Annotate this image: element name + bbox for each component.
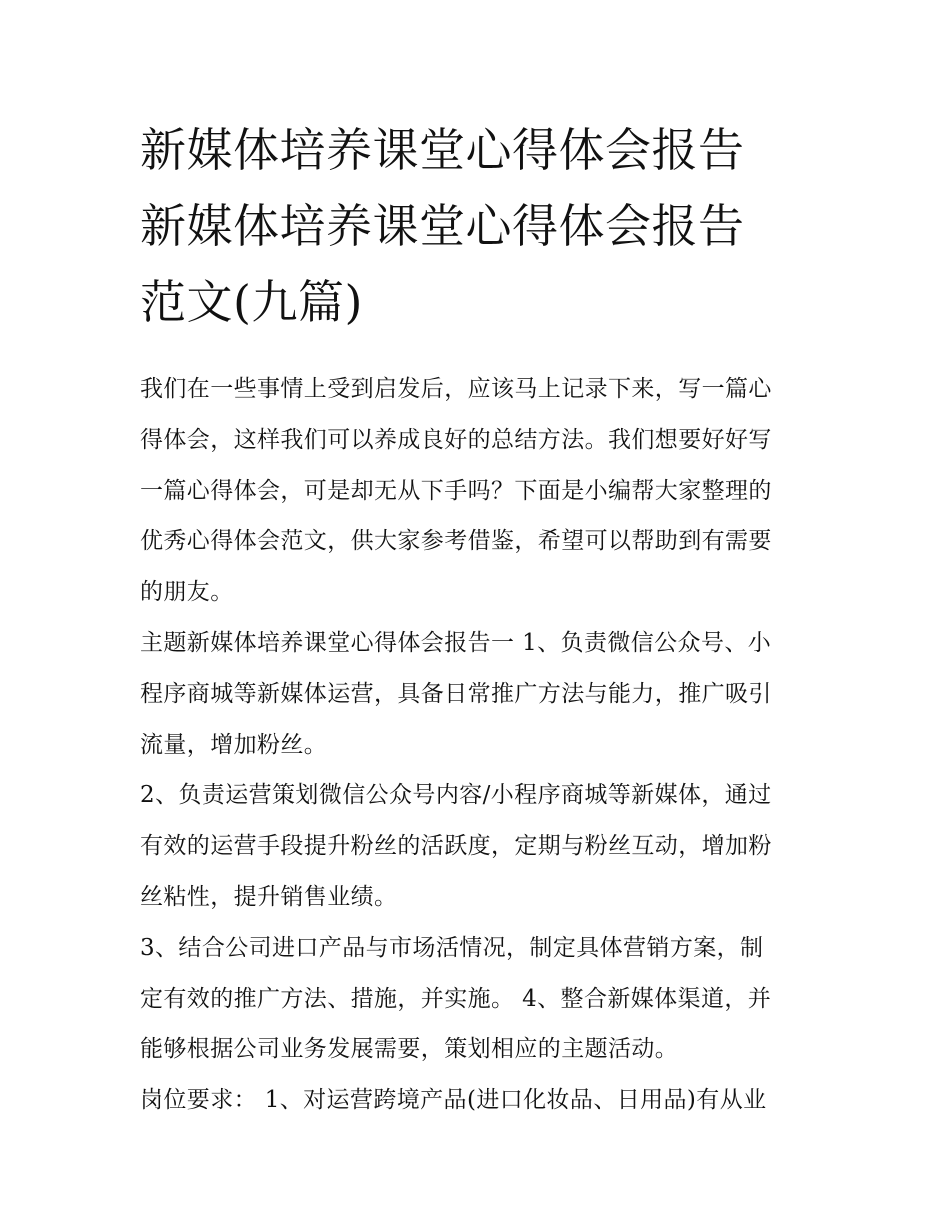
- body-paragraph: [140, 923, 820, 1075]
- intro-paragraph: [140, 364, 820, 618]
- title-line: 新媒体培养课堂心得体会报告: [140, 199, 745, 253]
- title-line: 范文(九篇): [140, 275, 363, 329]
- body-paragraph: [140, 770, 820, 922]
- body-paragraph: [140, 618, 820, 770]
- text-line: 我们在一些事情上受到启发后，应该马上记录下来，写一篇心: [140, 376, 772, 402]
- title-line: 新媒体培养课堂心得体会报告: [140, 123, 745, 177]
- text-line: 有效的运营手段提升粉丝的活跃度，定期与粉丝互动，增加粉: [140, 833, 772, 860]
- text-line: 丝粘性，提升销售业绩。: [140, 883, 398, 910]
- text-line: 程序商城等新媒体运营，具备日常推广方法与能力，推广吸引: [140, 680, 772, 707]
- text-line: 优秀心得体会范文，供大家参考借鉴，希望可以帮助到有需要: [140, 528, 772, 555]
- text-line: 一篇心得体会，可是却无从下手吗？下面是小编帮大家整理的: [140, 477, 772, 504]
- text-line: 流量，增加粉丝。: [140, 731, 328, 758]
- text-line: 主题新媒体培养课堂心得体会报告一 1、负责微信公众号、小: [140, 629, 772, 656]
- body-paragraph: [140, 1075, 820, 1126]
- text-line: 能够根据公司业务发展需要，策划相应的主题活动。: [140, 1036, 679, 1063]
- document-page: [140, 112, 820, 1126]
- text-line: 岗位要求： 1、对运营跨境产品(进口化妆品、日用品)有从业: [140, 1087, 767, 1114]
- text-line: 3、结合公司进口产品与市场活情况，制定具体营销方案，制: [140, 934, 764, 961]
- text-line: 的朋友。: [140, 579, 234, 606]
- document-title: [140, 112, 820, 340]
- text-line: 得体会，这样我们可以养成良好的总结方法。我们想要好好写: [140, 426, 772, 453]
- text-line: 定有效的推广方法、措施，并实施。 4、整合新媒体渠道，并: [140, 985, 772, 1012]
- text-line: 2、负责运营策划微信公众号内容/小程序商城等新媒体，通过: [140, 782, 772, 809]
